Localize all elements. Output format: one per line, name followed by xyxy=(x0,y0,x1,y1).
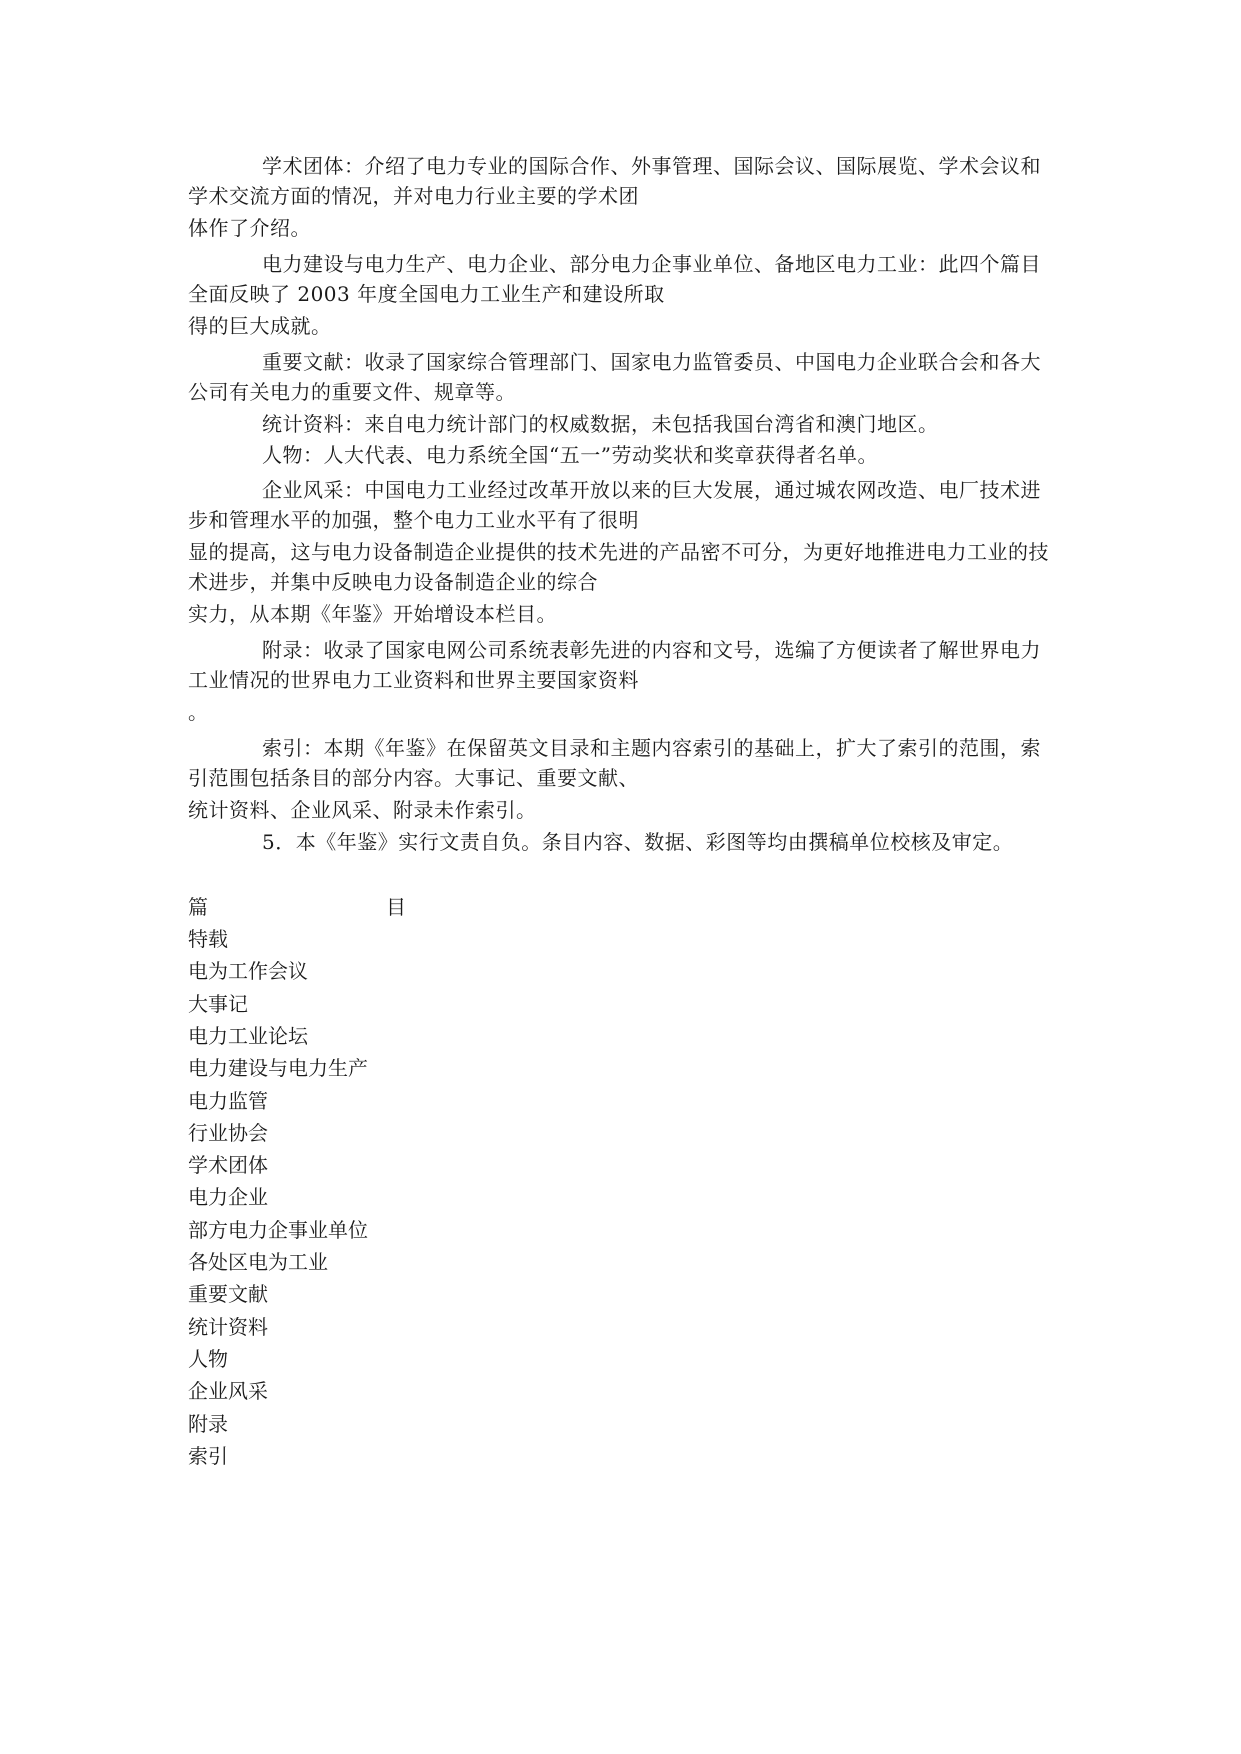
paragraph-line: 统计资料、企业风采、附录未作索引。 xyxy=(188,798,537,822)
paragraph-line: 显的提高，这与电力设备制造企业提供的技术先进的产品密不可分，为更好地推进电力工业的技 xyxy=(188,540,1049,564)
toc-item: 学术团体 xyxy=(188,1153,268,1177)
paragraph-line: 附录：收录了国家电网公司系统表彰先进的内容和文号，选编了方便读者了解世界电力 xyxy=(262,638,1041,662)
toc-item: 重要文献 xyxy=(188,1282,268,1306)
toc-item: 电力企业 xyxy=(188,1185,268,1209)
toc-item: 各处区电为工业 xyxy=(188,1250,328,1274)
paragraph-line: 得的巨大成就。 xyxy=(188,314,332,338)
paragraph-line: 5．本《年鉴》实行文责自负。条目内容、数据、彩图等均由撰稿单位校核及审定。 xyxy=(262,830,1014,854)
paragraph-line: 企业风采：中国电力工业经过改革开放以来的巨大发展，通过城农网改造、电厂技术进 xyxy=(262,478,1041,502)
paragraph-line: 全面反映了 2003 年度全国电力工业生产和建设所取 xyxy=(188,282,665,306)
toc-item: 部方电力企事业单位 xyxy=(188,1218,368,1242)
paragraph-line: 学术团体：介绍了电力专业的国际合作、外事管理、国际会议、国际展览、学术会议和 xyxy=(262,154,1041,178)
toc-item: 企业风采 xyxy=(188,1379,268,1403)
toc-item: 特载 xyxy=(188,927,228,951)
paragraph-line: 电力建设与电力生产、电力企业、部分电力企事业单位、备地区电力工业：此四个篇目 xyxy=(262,252,1041,276)
toc-item: 统计资料 xyxy=(188,1315,268,1339)
toc-item: 大事记 xyxy=(188,992,248,1016)
paragraph-line: 术进步，并集中反映电力设备制造企业的综合 xyxy=(188,570,598,594)
toc-item: 行业协会 xyxy=(188,1121,268,1145)
paragraph-line: 公司有关电力的重要文件、规章等。 xyxy=(188,380,516,404)
toc-item: 电力建设与电力生产 xyxy=(188,1056,368,1080)
paragraph-line: 人物：人大代表、电力系统全国“五一”劳动奖状和奖章获得者名单。 xyxy=(262,443,878,467)
paragraph-line: 工业情况的世界电力工业资料和世界主要国家资料 xyxy=(188,668,639,692)
toc-heading-left: 篇 xyxy=(188,895,208,919)
paragraph-line: 实力，从本期《年鉴》开始增设本栏目。 xyxy=(188,602,557,626)
paragraph-line: 。 xyxy=(188,700,209,724)
toc-item: 索引 xyxy=(188,1444,228,1468)
toc-item: 电力监管 xyxy=(188,1089,268,1113)
paragraph-line: 重要文献：收录了国家综合管理部门、国家电力监管委员、中国电力企业联合会和各大 xyxy=(262,350,1041,374)
paragraph-line: 统计资料：来自电力统计部门的权威数据，未包括我国台湾省和澳门地区。 xyxy=(262,412,939,436)
paragraph-line: 体作了介绍。 xyxy=(188,216,311,240)
toc-item: 附录 xyxy=(188,1412,228,1436)
paragraph-line: 引范围包括条目的部分内容。大事记、重要文献、 xyxy=(188,766,639,790)
toc-item: 人物 xyxy=(188,1347,228,1371)
toc-heading-right: 目 xyxy=(386,895,406,919)
toc-item: 电力工业论坛 xyxy=(188,1024,308,1048)
paragraph-line: 学术交流方面的情况，并对电力行业主要的学术团 xyxy=(188,184,639,208)
paragraph-line: 步和管理水平的加强，整个电力工业水平有了很明 xyxy=(188,508,639,532)
paragraph-line: 索引：本期《年鉴》在保留英文目录和主题内容索引的基础上，扩大了索引的范围，索 xyxy=(262,736,1041,760)
toc-item: 电为工作会议 xyxy=(188,959,308,983)
